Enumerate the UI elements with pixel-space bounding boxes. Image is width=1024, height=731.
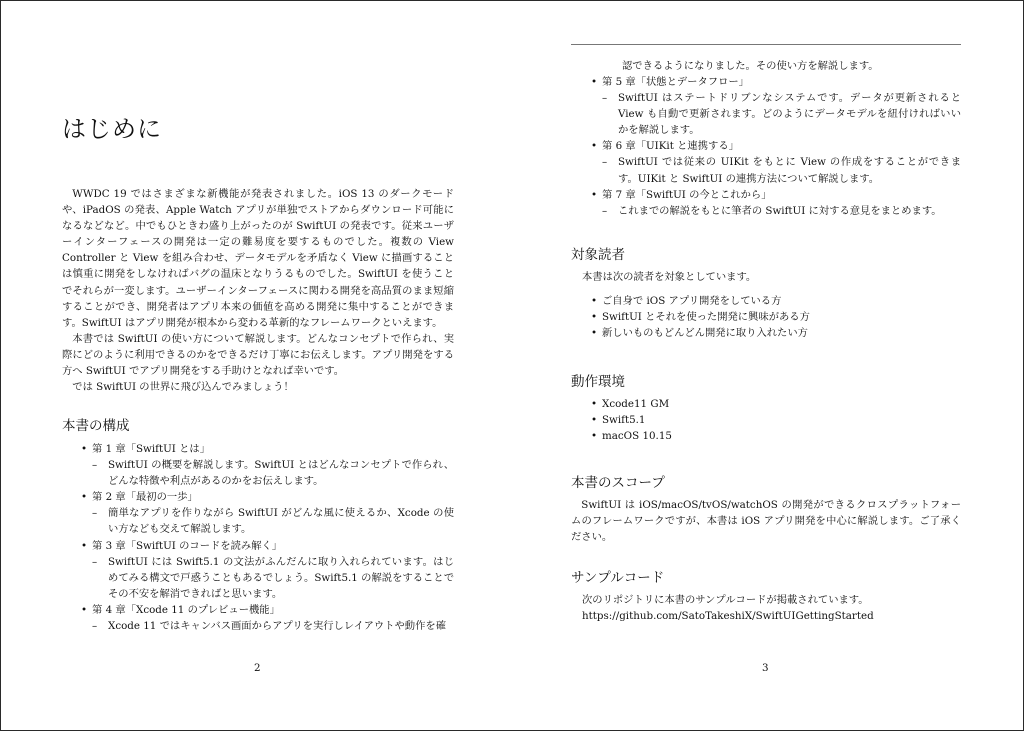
environment-list (591, 396, 961, 444)
header-rule (571, 44, 961, 45)
chapter-title-text: 第 4 章「Xcode 11 のプレビュー機能」 (92, 603, 280, 616)
chapter-desc: – これまでの解説をもとに筆者の SwiftUI に対する意見をまとめます。 (602, 203, 961, 219)
sample-code-heading: サンプルコード (571, 570, 665, 586)
audience-heading: 対象読者 (571, 247, 625, 263)
sample-code-text: 次のリポジトリに本書のサンプルコードが掲載されています。 (582, 594, 869, 606)
audience-item: • ご自身で iOS アプリ開発をしている方 (591, 293, 961, 309)
sample-code-url[interactable]: https://github.com/SatoTakeshiX/SwiftUIGettingStarted (582, 610, 874, 622)
chapter-list-right (591, 74, 961, 219)
page-number-left: 2 (254, 662, 261, 674)
chapter-title-text: 第 1 章「SwiftUI とは」 (92, 443, 211, 455)
page-number-right: 3 (762, 662, 769, 674)
intro-text (62, 186, 454, 395)
chapter-title: はじめに (62, 115, 162, 143)
chapter-list-left (81, 441, 454, 634)
chapter-item (81, 602, 454, 634)
scope-text: SwiftUI は iOS/macOS/tvOS/watchOS の開発ができるクロスプラットフォームのフレームワークですが、本書は iOS アプリ開発を中心に解説します。ご了承ください。 (571, 499, 961, 544)
intro-paragraph-1: WWDC 19 ではさまざまな新機能が発表されました。iOS 13 のダークモードや、iPadOS の発表、Apple Watch アプリが単独でストアからダウンロード可能になるなどなど。中でもひときわ盛り上がったのが SwiftUI の発表です。従来ユーザーインターフェースの開発は一定の難易度を要するものでした。複数の View Controller と View を組み合わせ、データモデルを矛盾なく View に描画することは慎重に開発をしなければバグの温床となりうるものでした。SwiftUI を使うことでそれらが一変します。ユーザーインターフェースに関わる開発を高品質のまま短縮することができ、開発者はアプリ本来の価値を高める開発に集中することができます。SwiftUI はアプリ開発が根本から変わる革新的なフレームワークといえます。 (62, 188, 454, 329)
chapter-item (591, 74, 961, 138)
chapter-title-text: 第 7 章「SwiftUI の今とこれから」 (602, 188, 772, 201)
chapter-title-text: 第 3 章「SwiftUI のコードを読み解く」 (92, 539, 283, 552)
chapter-desc: – SwiftUI では従来の UIKit をもとに View の作成をすることができます。UIKit と SwiftUI の連携方法について解説します。 (602, 154, 961, 186)
chapter-item (81, 489, 454, 537)
structure-heading: 本書の構成 (62, 418, 130, 434)
chapter-continuation: 認できるようになりました。その使い方を解説します。 (622, 60, 879, 72)
audience-list (591, 293, 961, 341)
chapter-desc: – SwiftUI はステートドリブンなシステムです。データが更新されると View も自動で更新されます。どのようにデータモデルを紐付ければいいかを解説します。 (602, 90, 961, 138)
environment-heading: 動作環境 (571, 374, 625, 390)
environment-item: • Xcode11 GM (591, 396, 961, 412)
chapter-desc: – 簡単なアプリを作りながら SwiftUI がどんな風に使えるか、Xcode の使い方なども交えて解説します。 (92, 505, 454, 537)
chapter-title-text: 第 2 章「最初の一歩」 (92, 491, 198, 504)
chapter-desc: – Xcode 11 ではキャンバス画面からアプリを実行しレイアウトや動作を確 (92, 618, 454, 634)
chapter-item (591, 187, 961, 219)
chapter-title-text: 第 5 章「状態とデータフロー」 (602, 76, 749, 88)
chapter-desc: – SwiftUI には Swift5.1 の文法がふんだんに取り入れられています。はじめてみる構文で戸惑うこともあるでしょう。Swift5.1 の解説をすることでその不安を解消できればと思います。 (92, 554, 454, 602)
audience-item: • SwiftUI とそれを使った開発に興味がある方 (591, 309, 961, 325)
intro-paragraph-3: では SwiftUI の世界に飛び込んでみましょう！ (72, 381, 294, 394)
chapter-item (81, 538, 454, 602)
chapter-title-text: 第 6 章「UIKit と連携する」 (602, 140, 739, 153)
environment-item: • Swift5.1 (591, 412, 961, 428)
chapter-desc: – SwiftUI の概要を解説します。SwiftUI とはどんなコンセプトで作られ、どんな特徴や利点があるのかをお伝えします。 (92, 457, 454, 489)
chapter-item (81, 441, 454, 489)
scope-heading: 本書のスコープ (571, 475, 665, 491)
audience-intro: 本書は次の読者を対象としています。 (582, 271, 757, 283)
chapter-item (591, 138, 961, 186)
intro-paragraph-2: 本書では SwiftUI の使い方について解説します。どんなコンセプトで作られ、実際にどのように利用できるのかをできるだけ丁寧にお伝えします。アプリ開発をする方へ SwiftUI でアプリ開発をする手助けとなれば幸いです。 (62, 332, 454, 378)
environment-item: • macOS 10.15 (591, 428, 961, 444)
audience-item: • 新しいものもどんどん開発に取り入れたい方 (591, 325, 961, 341)
